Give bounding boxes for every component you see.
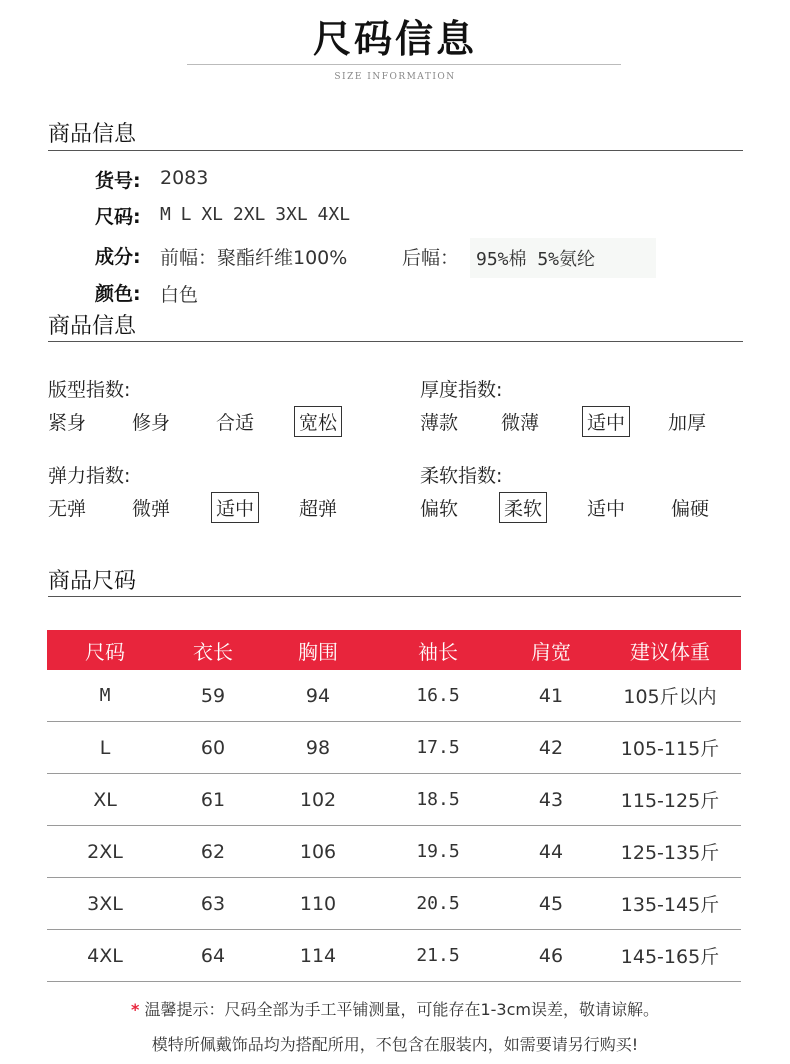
stretch-option-super: 超弹	[299, 498, 338, 520]
softness-index-title: 柔软指数:	[420, 465, 503, 487]
fit-option-loose-selected: 宽松	[294, 406, 342, 437]
size-list-value: M L XL 2XL 3XL 4XL	[160, 204, 351, 225]
cell-size: M	[47, 670, 163, 722]
cell-size: 4XL	[47, 930, 163, 982]
table-row	[47, 774, 741, 826]
stretch-option-slight: 微弹	[132, 498, 171, 520]
softness-option-medium: 适中	[587, 498, 626, 520]
cell-shoulder: 41	[503, 670, 599, 722]
note-line-1-text: 温馨提示：尺码全部为手工平铺测量，可能存在1-3cm误差，敬请谅解。	[144, 1000, 659, 1019]
cell-size: 2XL	[47, 826, 163, 878]
size-table-divider	[48, 596, 741, 597]
col-header-shoulder: 肩宽	[503, 630, 599, 670]
cell-sleeve: 18.5	[373, 774, 503, 826]
stretch-option-none: 无弹	[48, 498, 87, 520]
fit-option-slim: 修身	[132, 412, 171, 434]
material-label: 成分:	[95, 246, 141, 268]
stretch-index-title: 弹力指数:	[48, 465, 131, 487]
cell-sleeve: 21.5	[373, 930, 503, 982]
thickness-index-title: 厚度指数:	[420, 379, 503, 401]
product-info-divider	[48, 150, 743, 151]
note-star: *	[131, 1000, 140, 1019]
item-no-value: 2083	[160, 167, 209, 189]
cell-sleeve: 17.5	[373, 722, 503, 774]
cell-sleeve: 16.5	[373, 670, 503, 722]
cell-size: XL	[47, 774, 163, 826]
cell-length: 59	[163, 670, 263, 722]
stretch-option-medium-selected: 适中	[211, 492, 259, 523]
size-table	[47, 630, 741, 982]
thickness-option-slightly-thin: 微薄	[501, 412, 540, 434]
page-subtitle: SIZE INFORMATION	[334, 72, 456, 82]
cell-shoulder: 44	[503, 826, 599, 878]
table-row	[47, 670, 741, 722]
cell-shoulder: 43	[503, 774, 599, 826]
material-back-value: 95%棉 5%氨纶	[476, 249, 596, 270]
cell-sleeve: 20.5	[373, 878, 503, 930]
col-header-size: 尺码	[47, 630, 163, 670]
cell-sleeve: 19.5	[373, 826, 503, 878]
cell-shoulder: 42	[503, 722, 599, 774]
col-header-sleeve: 袖长	[373, 630, 503, 670]
col-header-chest: 胸围	[263, 630, 373, 670]
cell-weight: 145-165斤	[599, 930, 741, 982]
product-info-heading: 商品信息	[48, 122, 137, 147]
fit-option-regular: 合适	[216, 412, 255, 434]
note-line-1	[0, 997, 790, 1020]
cell-length: 64	[163, 930, 263, 982]
cell-chest: 110	[263, 878, 373, 930]
indices-heading: 商品信息	[48, 314, 137, 339]
cell-weight: 125-135斤	[599, 826, 741, 878]
softness-option-soft-selected: 柔软	[499, 492, 547, 523]
cell-weight: 115-125斤	[599, 774, 741, 826]
thickness-option-thick: 加厚	[668, 412, 707, 434]
note-line-2: 模特所佩戴饰品均为搭配所用，不包含在服装内，如需要请另行购买!	[151, 1035, 639, 1054]
cell-length: 60	[163, 722, 263, 774]
thickness-option-medium-selected: 适中	[582, 406, 630, 437]
cell-length: 61	[163, 774, 263, 826]
cell-weight: 135-145斤	[599, 878, 741, 930]
col-header-weight: 建议体重	[599, 630, 741, 670]
item-no-label: 货号:	[95, 170, 141, 192]
color-label: 颜色:	[95, 283, 141, 305]
table-row	[47, 722, 741, 774]
size-label: 尺码:	[95, 206, 141, 228]
cell-size: 3XL	[47, 878, 163, 930]
cell-shoulder: 46	[503, 930, 599, 982]
table-row	[47, 878, 741, 930]
cell-chest: 106	[263, 826, 373, 878]
material-back-label: 后幅：	[402, 247, 460, 269]
cell-weight: 105-115斤	[599, 722, 741, 774]
color-value: 白色	[160, 284, 199, 306]
fit-index-title: 版型指数:	[48, 379, 131, 401]
cell-chest: 102	[263, 774, 373, 826]
thickness-option-thin: 薄款	[420, 412, 459, 434]
col-header-length: 衣长	[163, 630, 263, 670]
cell-length: 62	[163, 826, 263, 878]
title-divider	[187, 64, 621, 65]
softness-option-firm: 偏硬	[671, 498, 710, 520]
cell-size: L	[47, 722, 163, 774]
cell-chest: 94	[263, 670, 373, 722]
table-row	[47, 930, 741, 982]
cell-chest: 114	[263, 930, 373, 982]
cell-length: 63	[163, 878, 263, 930]
cell-weight: 105斤以内	[599, 670, 741, 722]
material-front: 前幅：聚酯纤维100%	[160, 247, 348, 269]
softness-option-fairly-soft: 偏软	[420, 498, 459, 520]
size-table-heading: 商品尺码	[48, 569, 137, 594]
cell-chest: 98	[263, 722, 373, 774]
fit-option-tight: 紧身	[48, 412, 87, 434]
cell-shoulder: 45	[503, 878, 599, 930]
indices-divider	[48, 341, 743, 342]
page-title: 尺码信息	[312, 17, 477, 61]
size-table-header-row	[47, 630, 741, 670]
table-row	[47, 826, 741, 878]
